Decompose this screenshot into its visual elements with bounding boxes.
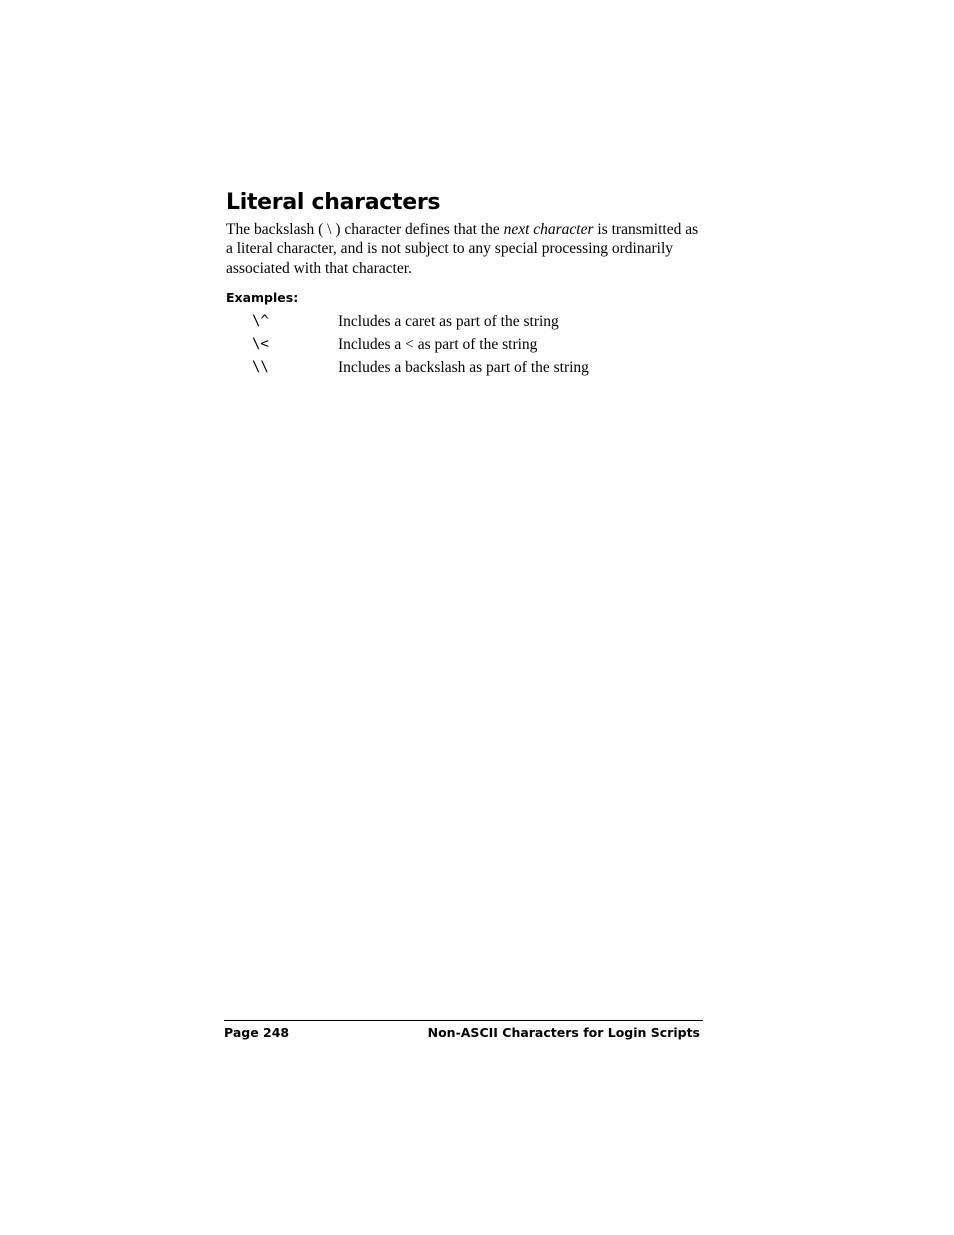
- examples-label: Examples:: [226, 290, 299, 305]
- footer-page-number: Page 248: [224, 1025, 290, 1040]
- example-row: [226, 333, 706, 356]
- example-code: \\: [252, 359, 269, 375]
- example-row: [226, 356, 706, 379]
- body-text-emphasis: next character: [503, 221, 594, 238]
- example-description: Includes a backslash as part of the string: [338, 359, 589, 376]
- example-code: \<: [252, 336, 269, 352]
- page-title: Literal characters: [226, 190, 441, 215]
- example-row: [226, 310, 706, 333]
- footer-divider: [224, 1020, 703, 1021]
- body-text-end: is transmitted as a literal character, and is not subject to any special processing ordinarily associated with that character.: [226, 221, 699, 277]
- body-text-start: The backslash ( \ ) character defines that the: [226, 221, 504, 238]
- example-description: Includes a < as part of the string: [338, 336, 538, 353]
- example-code: \^: [252, 313, 269, 329]
- footer-section-title: Non-ASCII Characters for Login Scripts: [427, 1025, 700, 1040]
- example-description: Includes a caret as part of the string: [338, 313, 559, 330]
- body-paragraph: [226, 220, 706, 278]
